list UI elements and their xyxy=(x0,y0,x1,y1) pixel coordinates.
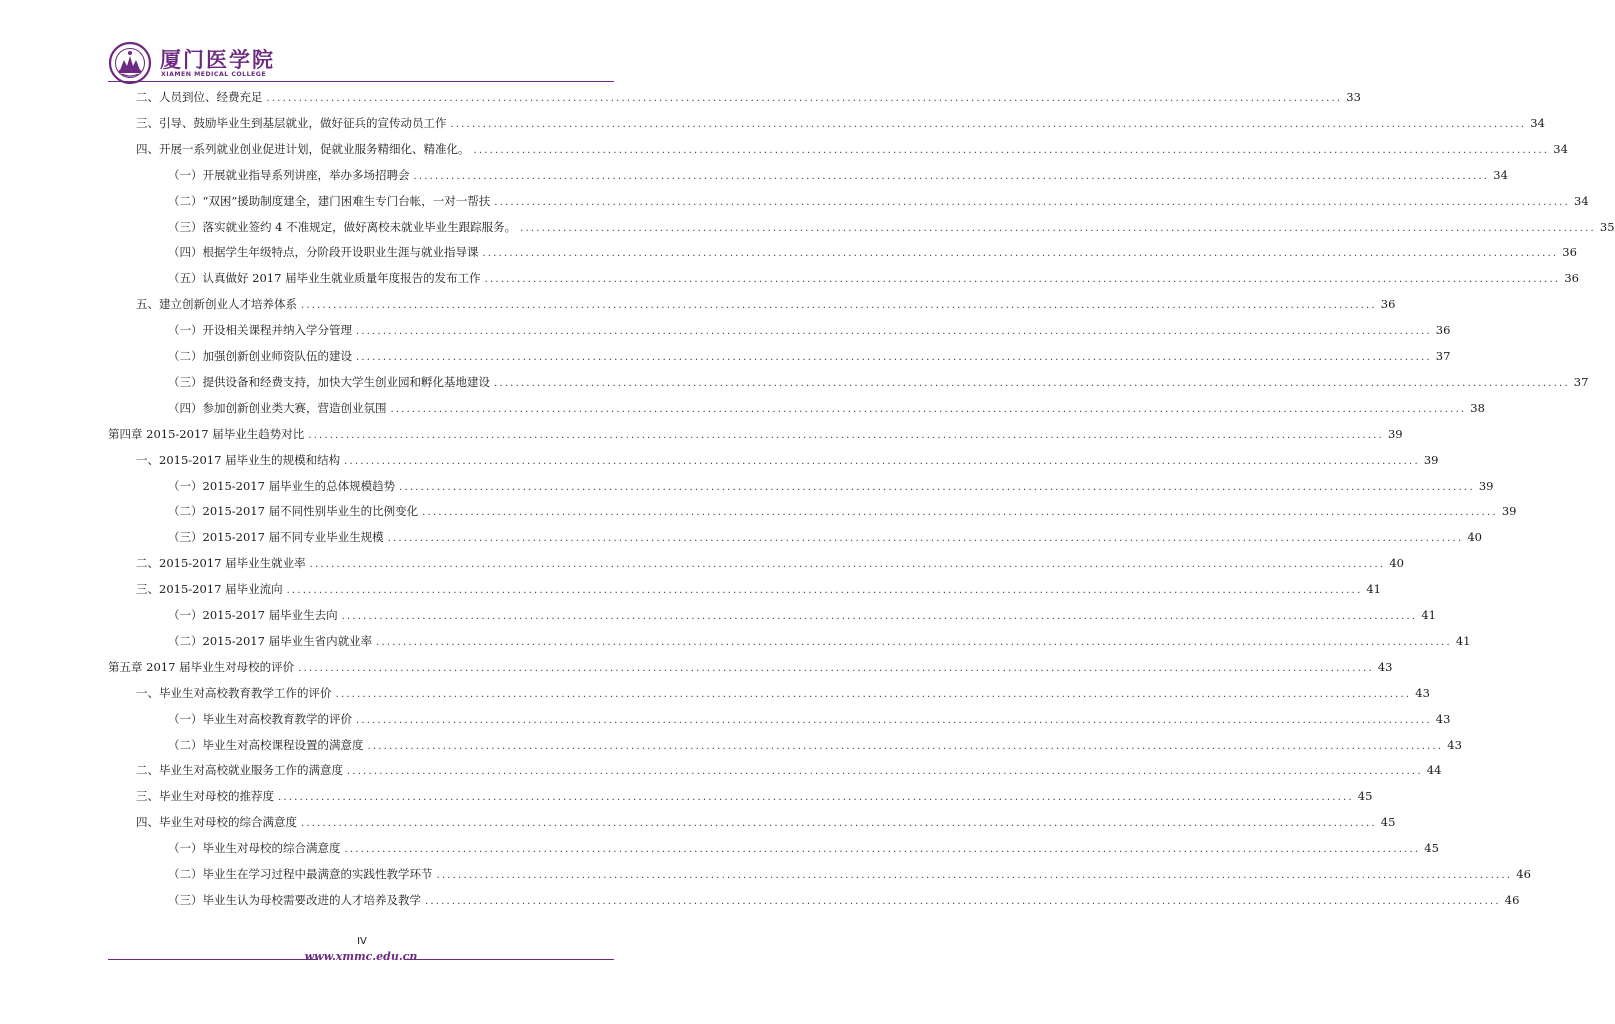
toc-entry[interactable] xyxy=(168,192,1589,210)
toc-leader-dots: ........................................................................................................................................................................................................ xyxy=(341,611,1418,622)
toc-entry[interactable] xyxy=(136,580,1381,598)
toc-entry-title: （一）2015-2017 届毕业生去向 xyxy=(168,608,338,622)
toc-entry-title: 二、2015-2017 届毕业生就业率 xyxy=(136,556,306,571)
toc-entry-title: （四）参加创新创业类大赛，营造创业氛围 xyxy=(168,400,387,415)
toc-entry-title: 四、开展一系列就业创业促进计划，促就业服务精细化、精准化。 xyxy=(136,141,470,156)
toc-entry[interactable] xyxy=(168,606,1436,624)
toc-entry-page: 34 xyxy=(1553,141,1568,156)
toc-entry-page: 43 xyxy=(1377,659,1393,674)
toc-entry-title: （一）开展就业指导系列讲座，举办多场招聘会 xyxy=(168,167,410,182)
toc-entry-page: 39 xyxy=(1387,426,1403,441)
college-name-en: XIAMEN MEDICAL COLLEGE xyxy=(161,71,267,78)
toc-entry-title: 一、毕业生对高校教育教学工作的评价 xyxy=(136,685,332,700)
toc-entry-page: 43 xyxy=(1435,711,1451,726)
toc-leader-dots: ........................................................................................................................................................................................................ xyxy=(301,818,1377,830)
toc-entry[interactable] xyxy=(168,632,1471,650)
toc-entry-title: （二）加强创新创业师资队伍的建设 xyxy=(168,349,352,363)
toc-entry[interactable] xyxy=(136,451,1439,469)
toc-entry[interactable] xyxy=(136,295,1396,313)
toc-entry-title: （二）“双困”援助制度建全，建门困难生专门台帐，一对一帮扶 xyxy=(168,193,491,208)
toc-entry-page: 41 xyxy=(1366,582,1381,597)
toc-entry[interactable] xyxy=(168,218,1615,236)
toc-entry-page: 45 xyxy=(1357,789,1373,804)
toc-entry[interactable] xyxy=(168,839,1439,857)
toc-entry-page: 37 xyxy=(1573,374,1589,389)
toc-entry-title: 三、2015-2017 届毕业流向 xyxy=(136,582,283,597)
toc-entry-page: 39 xyxy=(1501,504,1517,519)
college-seal-icon xyxy=(108,40,156,86)
footer-divider-right xyxy=(404,959,614,960)
toc-leader-dots: ........................................................................................................................................................................................................ xyxy=(356,352,1432,363)
toc-leader-dots: ........................................................................................................................................................................................................ xyxy=(344,455,1420,467)
toc-entry[interactable] xyxy=(136,684,1430,702)
toc-leader-dots: ........................................................................................................................................................................................................ xyxy=(484,274,1561,286)
toc-entry[interactable] xyxy=(168,321,1451,339)
toc-entry[interactable] xyxy=(168,399,1485,417)
toc-entry-page: 45 xyxy=(1380,815,1396,830)
toc-leader-dots: ........................................................................................................................................................................................................ xyxy=(473,144,1550,156)
toc-entry-page: 36 xyxy=(1564,271,1579,286)
toc-entry[interactable] xyxy=(168,736,1462,754)
toc-entry[interactable] xyxy=(168,347,1451,365)
toc-leader-dots: ........................................................................................................................................................................................................ xyxy=(309,559,1386,571)
toc-leader-dots: ........................................................................................................................................................................................................ xyxy=(390,403,1467,415)
page-number: IV xyxy=(357,936,367,947)
toc-entry[interactable] xyxy=(168,528,1482,546)
toc-entry-page: 40 xyxy=(1389,556,1404,571)
toc-leader-dots: ........................................................................................................................................................................................................ xyxy=(278,792,1354,804)
toc-entry-title: 一、2015-2017 届毕业生的规模和结构 xyxy=(136,452,341,467)
page-footer xyxy=(108,950,614,966)
toc-entry-page: 46 xyxy=(1504,892,1520,907)
toc-leader-dots: ........................................................................................................................................................................................................ xyxy=(301,300,1377,312)
toc-leader-dots: ........................................................................................................................................................................................................ xyxy=(356,326,1432,338)
toc-entry-page: 41 xyxy=(1421,608,1436,622)
toc-entry[interactable] xyxy=(136,813,1396,831)
toc-entry-page: 43 xyxy=(1415,685,1430,700)
toc-entry-title: （二）毕业生对高校课程设置的满意度 xyxy=(168,737,364,752)
toc-entry-title: （二）2015-2017 届毕业生省内就业率 xyxy=(168,633,373,648)
toc-entry-page: 44 xyxy=(1426,763,1442,778)
toc-leader-dots: ........................................................................................................................................................................................................ xyxy=(436,870,1513,881)
college-name-cn: 厦门医学院 xyxy=(160,47,275,72)
toc-entry-page: 36 xyxy=(1435,323,1451,338)
toc-leader-dots: ........................................................................................................................................................................................................ xyxy=(344,844,1421,856)
toc-entry-title: （五）认真做好 2017 届毕业生就业质量年度报告的发布工作 xyxy=(168,271,481,286)
toc-entry-title: （一）2015-2017 届毕业生的总体规模趋势 xyxy=(168,478,396,493)
toc-entry-page: 39 xyxy=(1423,452,1439,467)
toc-leader-dots: ........................................................................................................................................................................................................ xyxy=(286,585,1363,597)
toc-leader-dots: ........................................................................................................................................................................................................ xyxy=(422,507,1498,519)
toc-entry[interactable] xyxy=(136,761,1442,779)
toc-entry-title: （三）2015-2017 届不同专业毕业生规模 xyxy=(168,530,384,545)
toc-entry[interactable] xyxy=(168,891,1520,909)
toc-leader-dots: ........................................................................................................................................................................................................ xyxy=(376,636,1452,648)
toc-entry[interactable] xyxy=(168,243,1577,261)
toc-entry-title: 三、引导、鼓励毕业生到基层就业，做好征兵的宣传动员工作 xyxy=(136,115,447,130)
toc-entry-title: （三）毕业生认为母校需要改进的人才培养及教学 xyxy=(168,892,421,907)
toc-entry[interactable] xyxy=(136,114,1545,132)
toc-entry-page: 34 xyxy=(1493,167,1508,182)
toc-entry-title: （一）开设相关课程并纳入学分管理 xyxy=(168,323,352,338)
toc-entry[interactable] xyxy=(168,710,1451,728)
toc-entry-title: 五、建立创新创业人才培养体系 xyxy=(136,297,297,312)
toc-leader-dots: ........................................................................................................................................................................................................ xyxy=(347,766,1423,778)
toc-entry-page: 35 xyxy=(1599,219,1615,234)
toc-entry-page: 34 xyxy=(1530,115,1545,130)
toc-entry[interactable] xyxy=(108,425,1403,443)
toc-entry-page: 41 xyxy=(1455,633,1471,648)
toc-leader-dots: ........................................................................................................................................................................................................ xyxy=(335,688,1412,700)
toc-entry[interactable] xyxy=(168,865,1531,883)
toc-leader-dots: ........................................................................................................................................................................................................ xyxy=(387,533,1464,545)
toc-entry-page: 37 xyxy=(1435,349,1451,363)
toc-entry-title: 四、毕业生对母校的综合满意度 xyxy=(136,815,297,830)
toc-entry[interactable] xyxy=(136,88,1361,106)
footer-url[interactable]: www.xmmc.edu.cn xyxy=(304,950,418,963)
toc-entry-title: （一）毕业生对高校教育教学的评价 xyxy=(168,711,352,726)
toc-entry-page: 33 xyxy=(1346,90,1361,104)
toc-entry-page: 45 xyxy=(1424,841,1439,856)
toc-leader-dots: ........................................................................................................................................................................................................ xyxy=(356,714,1432,726)
toc-entry-page: 36 xyxy=(1562,245,1577,260)
toc-entry-title: 二、人员到位、经费充足 xyxy=(136,90,263,104)
toc-entry-title: （三）提供设备和经费支持，加快大学生创业园和孵化基地建设 xyxy=(168,374,490,389)
toc-leader-dots: ........................................................................................................................................................................................................ xyxy=(298,662,1374,674)
page-header xyxy=(108,40,628,90)
toc-leader-dots: ........................................................................................................................................................................................................ xyxy=(413,170,1490,182)
toc-entry[interactable] xyxy=(168,502,1517,520)
toc-leader-dots: ........................................................................................................................................................................................................ xyxy=(494,377,1570,389)
toc-entry-title: 二、毕业生对高校就业服务工作的满意度 xyxy=(136,763,343,778)
toc-leader-dots: ........................................................................................................................................................................................................ xyxy=(367,740,1444,752)
toc-leader-dots: ........................................................................................................................................................................................................ xyxy=(308,429,1384,441)
toc-leader-dots: ........................................................................................................................................................................................................ xyxy=(520,222,1596,234)
toc-entry-title: 第五章 2017 届毕业生对母校的评价 xyxy=(108,659,295,674)
toc-entry-title: （四）根据学生年级特点，分阶段开设职业生涯与就业指导课 xyxy=(168,245,479,260)
toc-leader-dots: ........................................................................................................................................................................................................ xyxy=(482,248,1559,260)
toc-entry-page: 39 xyxy=(1478,478,1494,493)
toc-entry-page: 43 xyxy=(1447,737,1462,752)
toc-entry-page: 46 xyxy=(1516,867,1531,881)
toc-entry-page: 38 xyxy=(1470,400,1485,415)
toc-entry-title: （二）毕业生在学习过程中最满意的实践性教学环节 xyxy=(168,867,433,881)
toc-entry[interactable] xyxy=(136,140,1568,158)
toc-entry-title: 第四章 2015-2017 届毕业生趋势对比 xyxy=(108,426,305,441)
toc-leader-dots: ........................................................................................................................................................................................................ xyxy=(425,895,1501,907)
toc-entry-page: 36 xyxy=(1380,297,1396,312)
toc-entry[interactable] xyxy=(108,658,1393,676)
toc-leader-dots: ........................................................................................................................................................................................................ xyxy=(450,118,1527,130)
header-divider xyxy=(108,81,614,82)
toc-entry[interactable] xyxy=(168,477,1494,495)
toc-entry-title: （二）2015-2017 届不同性别毕业生的比例变化 xyxy=(168,504,419,519)
toc-entry-page: 34 xyxy=(1574,193,1589,208)
toc-entry[interactable] xyxy=(168,269,1579,287)
toc-leader-dots: ........................................................................................................................................................................................................ xyxy=(494,196,1571,208)
toc-leader-dots: ........................................................................................................................................................................................................ xyxy=(266,93,1343,104)
toc-entry-title: （三）落实就业签约 4 不准规定，做好离校未就业毕业生跟踪服务。 xyxy=(168,219,517,234)
toc-leader-dots: ........................................................................................................................................................................................................ xyxy=(399,481,1475,493)
toc-entry[interactable] xyxy=(168,166,1508,184)
toc-entry-page: 40 xyxy=(1467,530,1482,545)
toc-entry-title: 三、毕业生对母校的推荐度 xyxy=(136,789,274,804)
toc-entry-title: （一）毕业生对母校的综合满意度 xyxy=(168,841,341,856)
toc-entry[interactable] xyxy=(136,787,1373,805)
toc-entry[interactable] xyxy=(168,373,1589,391)
toc-entry[interactable] xyxy=(136,554,1404,572)
